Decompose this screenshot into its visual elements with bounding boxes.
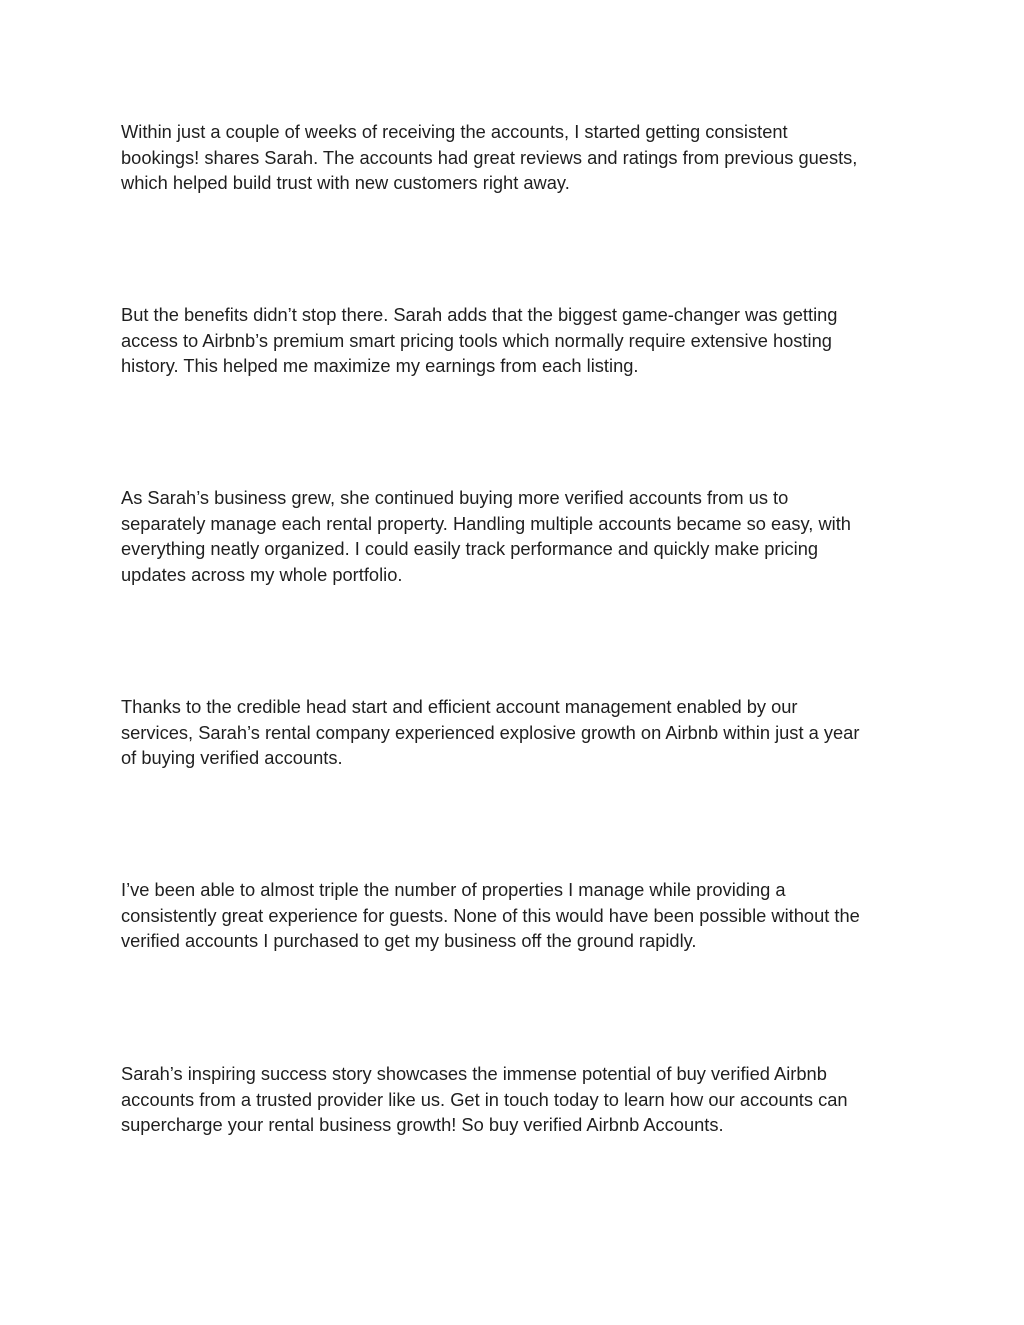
paragraph-line: As Sarah’s business grew, she continued buying more verified accounts from us to: [121, 487, 789, 508]
paragraph-line: supercharge your rental business growth! So buy verified Airbnb Accounts.: [121, 1114, 724, 1136]
paragraph-5: [121, 877, 911, 954]
paragraph-line: But the benefits didn’t stop there. Sarah adds that the biggest game-changer was getting: [121, 304, 838, 325]
paragraph-3: [121, 485, 911, 587]
paragraph-1: [121, 119, 911, 196]
paragraph-line: Within just a couple of weeks of receiving the accounts, I started getting consistent: [121, 121, 788, 142]
paragraph-line: separately manage each rental property. Handling multiple accounts became so easy, with: [121, 512, 851, 534]
paragraph-line: bookings! shares Sarah. The accounts had great reviews and ratings from previous guests,: [121, 146, 858, 168]
paragraph-line: Thanks to the credible head start and efficient account management enabled by our: [121, 696, 798, 717]
paragraph-line: history. This helped me maximize my earnings from each listing.: [121, 355, 639, 377]
paragraph-line: Sarah’s inspiring success story showcases the immense potential of buy verified Airbnb: [121, 1063, 827, 1084]
paragraph-2: [121, 302, 911, 379]
paragraph-line: which helped build trust with new customers right away.: [121, 172, 570, 194]
paragraph-line: access to Airbnb’s premium smart pricing tools which normally require extensive hosting: [121, 329, 832, 351]
paragraph-line: updates across my whole portfolio.: [121, 563, 403, 585]
paragraph-4: [121, 694, 911, 771]
paragraph-line: of buying verified accounts.: [121, 747, 343, 769]
paragraph-line: verified accounts I purchased to get my business off the ground rapidly.: [121, 930, 697, 952]
paragraph-line: everything neatly organized. I could easily track performance and quickly make pricing: [121, 538, 819, 560]
paragraph-line: accounts from a trusted provider like us. Get in touch today to learn how our accounts can: [121, 1088, 848, 1110]
paragraph-line: services, Sarah’s rental company experienced explosive growth on Airbnb within just a year: [121, 721, 860, 743]
paragraph-line: consistently great experience for guests. None of this would have been possible without the: [121, 904, 860, 926]
paragraph-6: [121, 1061, 911, 1138]
paragraph-line: I’ve been able to almost triple the number of properties I manage while providing a: [121, 879, 786, 900]
